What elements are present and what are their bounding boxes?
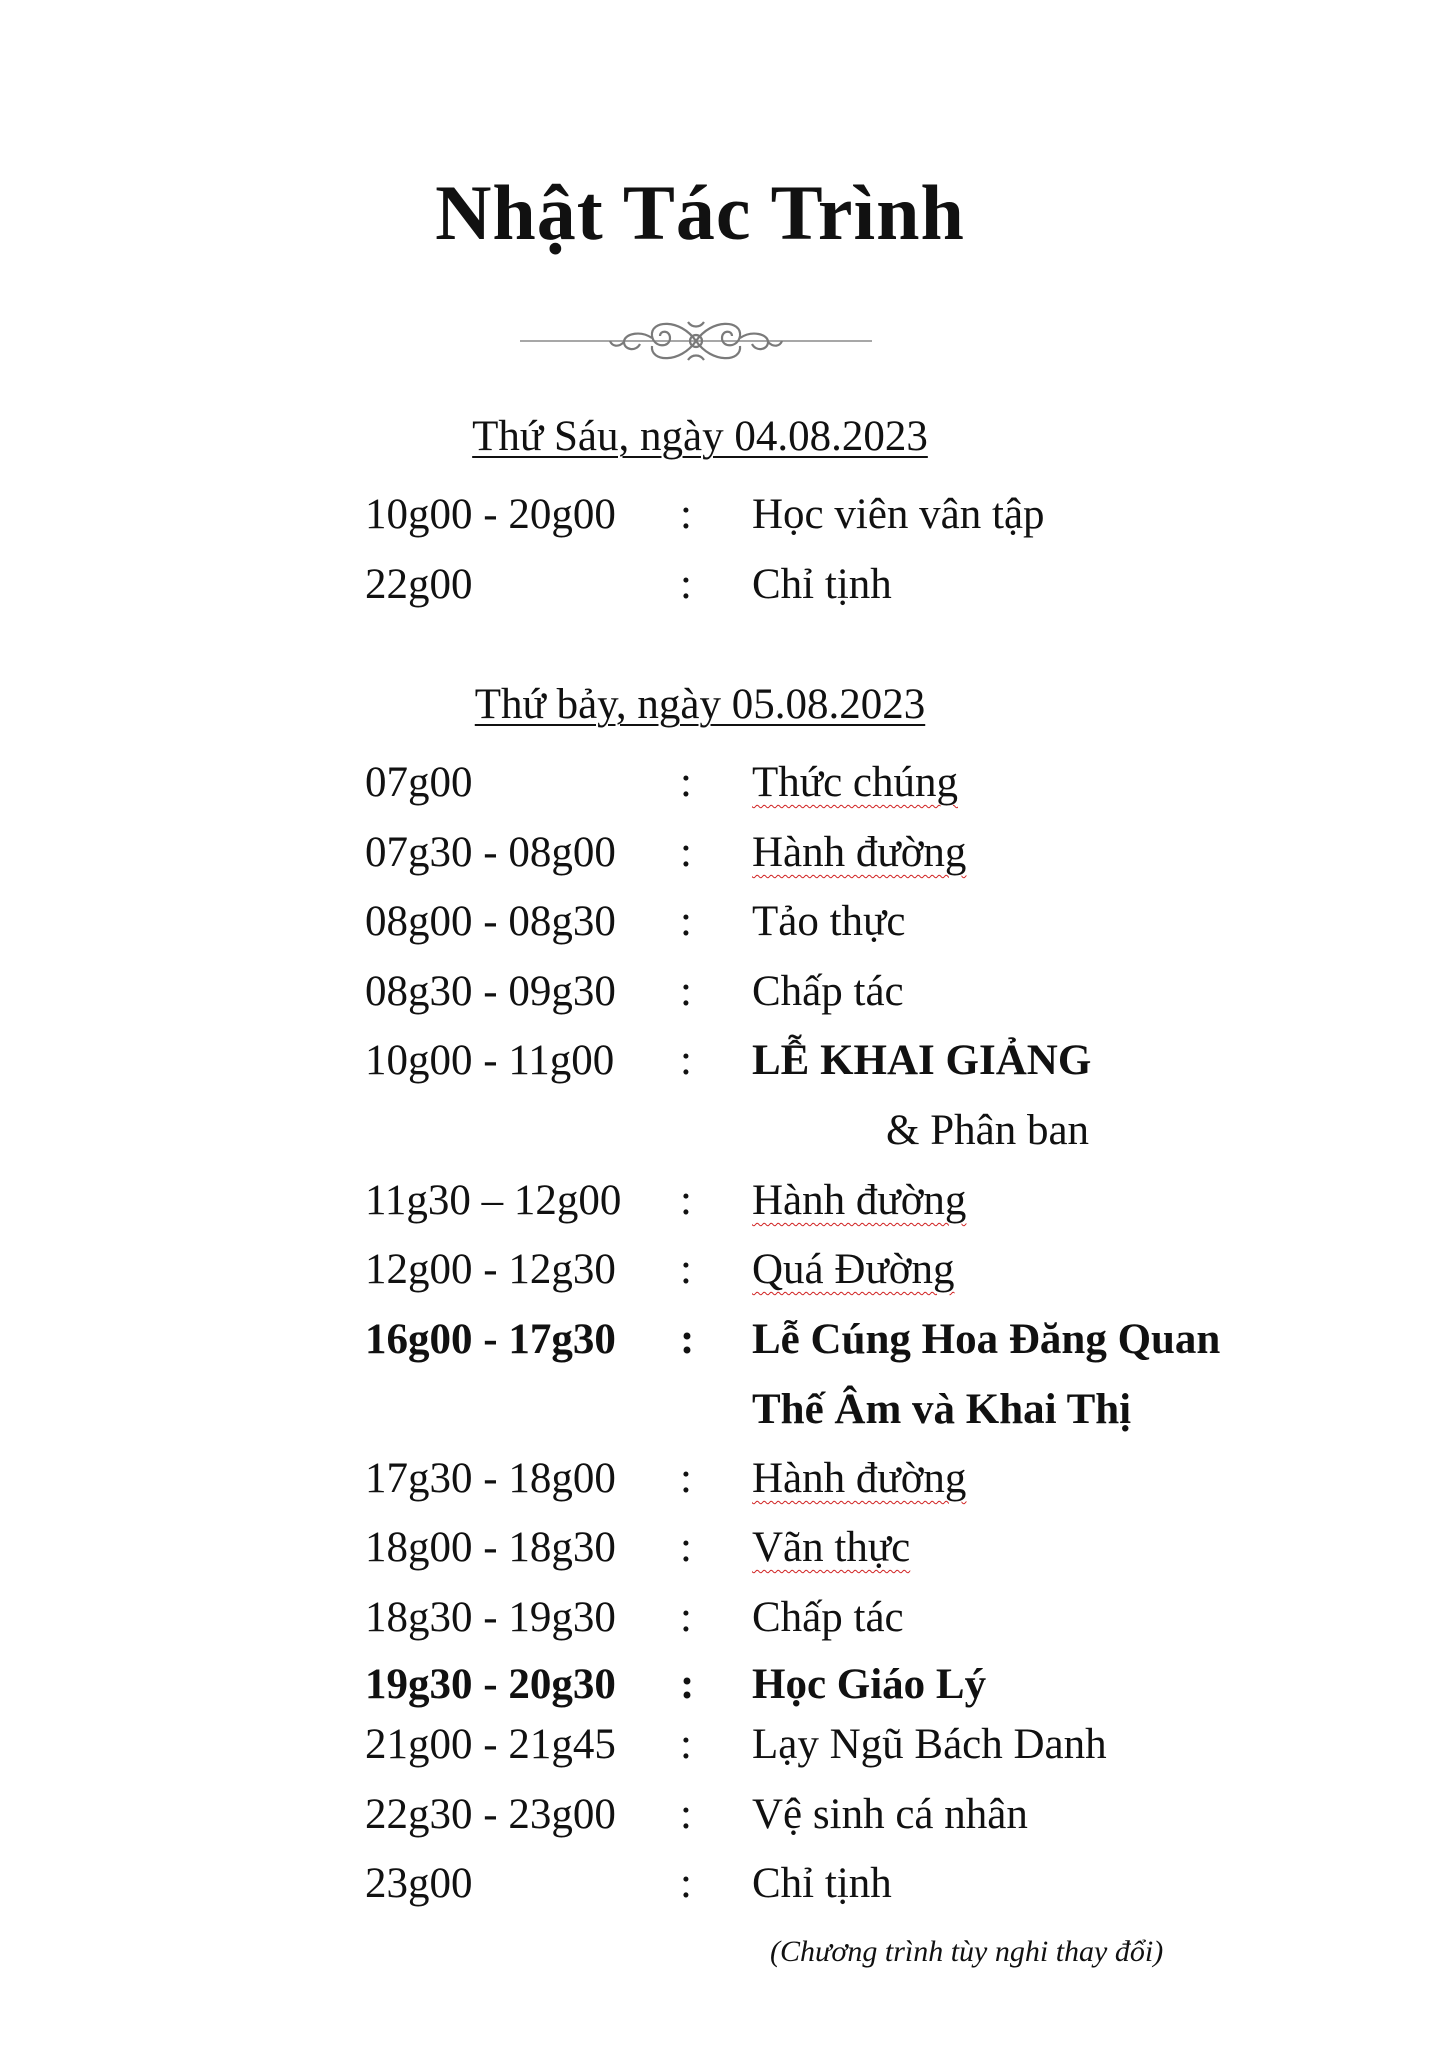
row-time: 08g00 - 08g30: [365, 898, 616, 945]
schedule-row: [0, 967, 1452, 1027]
row-time: 23g00: [365, 1860, 473, 1907]
footnote: (Chương trình tùy nghi thay đổi): [770, 1935, 1164, 1968]
row-activity: Lễ Cúng Hoa Đăng Quan: [752, 1316, 1221, 1363]
row-activity: Vãn thực: [752, 1524, 911, 1571]
row-separator: :: [680, 1791, 692, 1838]
row-separator: :: [680, 1177, 692, 1224]
row-activity: Học Giáo Lý: [752, 1661, 987, 1708]
row-time: 11g30 – 12g00: [365, 1177, 622, 1224]
schedule-row: [0, 1176, 1452, 1236]
row-time: 08g30 - 09g30: [365, 968, 616, 1015]
row-activity: Chấp tác: [752, 968, 904, 1015]
row-separator: :: [680, 1661, 695, 1708]
date-heading-day1: Thứ Sáu, ngày 04.08.2023: [472, 413, 928, 460]
row-activity: Chỉ tịnh: [752, 561, 892, 608]
row-separator: :: [680, 759, 692, 806]
row-time: 12g00 - 12g30: [365, 1246, 616, 1293]
row-time: 22g30 - 23g00: [365, 1791, 616, 1838]
schedule-row: [0, 758, 1452, 818]
row-activity: Chấp tác: [752, 1594, 904, 1641]
schedule-row: [0, 1720, 1452, 1780]
row-activity: Quá Đường: [752, 1246, 955, 1293]
schedule-row: [0, 1660, 1452, 1720]
row-activity: Hành đường: [752, 1177, 967, 1224]
row-separator: :: [680, 1524, 692, 1571]
schedule-row: [0, 1593, 1452, 1653]
row-time: 07g00: [365, 759, 473, 806]
schedule-row: [0, 490, 1452, 550]
row-time: 19g30 - 20g30: [365, 1661, 616, 1708]
row-activity: LỄ KHAI GIẢNG: [752, 1037, 1092, 1084]
row-activity: Chỉ tịnh: [752, 1860, 892, 1907]
row-time: 22g00: [365, 561, 473, 608]
flourish-divider-icon: [520, 308, 872, 374]
row-separator: :: [680, 1316, 695, 1363]
schedule-row: [0, 560, 1452, 620]
row-separator: :: [680, 1455, 692, 1502]
page-title: Nhật Tác Trình: [435, 169, 965, 256]
schedule-row: [0, 897, 1452, 957]
row-separator: :: [680, 1246, 692, 1293]
schedule-row: [0, 1315, 1452, 1375]
schedule-row: [0, 1245, 1452, 1305]
row-activity: Tảo thực: [752, 898, 906, 945]
row-separator: :: [680, 898, 692, 945]
row-separator: :: [680, 1594, 692, 1641]
row-activity-continuation: Thế Âm và Khai Thị: [752, 1386, 1132, 1433]
row-time: 16g00 - 17g30: [365, 1316, 616, 1363]
row-separator: :: [680, 1721, 692, 1768]
row-separator: :: [680, 491, 692, 538]
schedule-row: [0, 1859, 1452, 1919]
schedule-row: [0, 1036, 1452, 1096]
row-activity: Hành đường: [752, 1455, 967, 1502]
row-time: 17g30 - 18g00: [365, 1455, 616, 1502]
schedule-row: [0, 1454, 1452, 1514]
row-activity: Học viên vân tập: [752, 491, 1045, 538]
row-time: 18g30 - 19g30: [365, 1594, 616, 1641]
row-separator: :: [680, 1860, 692, 1907]
row-activity: Hành đường: [752, 829, 967, 876]
row-time: 21g00 - 21g45: [365, 1721, 616, 1768]
row-time: 07g30 - 08g00: [365, 829, 616, 876]
row-separator: :: [680, 1037, 692, 1084]
date-heading-day2: Thứ bảy, ngày 05.08.2023: [474, 681, 926, 728]
row-activity: Vệ sinh cá nhân: [752, 1791, 1028, 1838]
schedule-row: [0, 1523, 1452, 1583]
row-activity: Lạy Ngũ Bách Danh: [752, 1721, 1107, 1768]
row-separator: :: [680, 829, 692, 876]
row-time: 10g00 - 11g00: [365, 1037, 615, 1084]
row-time: 10g00 - 20g00: [365, 491, 616, 538]
row-activity: Thức chúng: [752, 759, 958, 806]
row-separator: :: [680, 968, 692, 1015]
row-time: 18g00 - 18g30: [365, 1524, 616, 1571]
row-activity-continuation: & Phân ban: [886, 1107, 1090, 1154]
row-separator: :: [680, 561, 692, 608]
schedule-row: [0, 1790, 1452, 1850]
schedule-row: [0, 828, 1452, 888]
